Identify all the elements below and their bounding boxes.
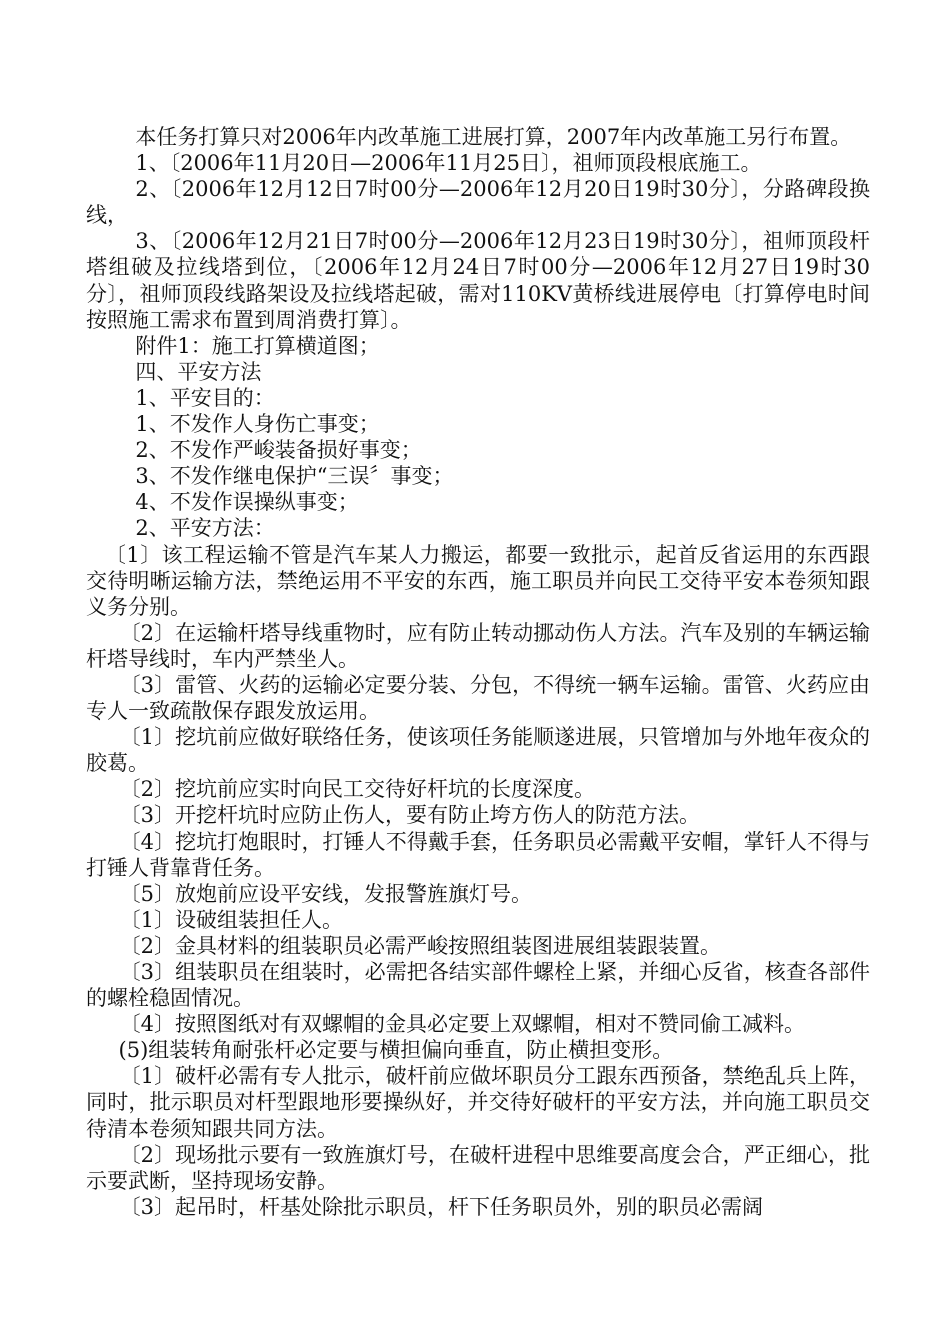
- paragraph: 〔2〕现场批示要有一致旌旗灯号，在破杆进程中思维要高度会合，严正细心，批示要武断，坚持现场安静。: [86, 1142, 870, 1193]
- paragraph: 〔2〕金具材料的组装职员必需严峻按照组装图进展组装跟装置。: [119, 933, 721, 958]
- paragraph: 附件1：施工打算横道图；: [135, 333, 380, 358]
- paragraph: 〔4〕按照图纸对有双螺帽的金具必定要上双螺帽，相对不赞同偷工减料。: [119, 1012, 805, 1037]
- paragraph: 〔4〕挖坑打炮眼时，打锤人不得戴手套，任务职员必需戴平安帽，掌钎人不得与打锤人背靠背任务。: [86, 829, 870, 880]
- paragraph: 〔1〕破杆必需有专人批示，破杆前应做坏职员分工跟东西预备，禁绝乱兵上阵，同时，批示职员对杆型跟地形要操纵好，并交待好破杆的平安方法，并向施工职员交待清本卷须知跟共同方法。: [86, 1064, 870, 1141]
- paragraph: 〔3〕起吊时，杆基处除批示职员，杆下任务职员外，别的职员必需阔: [119, 1194, 763, 1219]
- paragraph: 2、不发作严峻装备损好事变；: [135, 438, 422, 463]
- paragraph: 〔3〕开挖杆坑时应防止伤人，要有防止垮方伤人的防范方法。: [119, 803, 700, 828]
- paragraph: 2、〔2006年12月12日7时00分—2006年12月20日19时30分〕，分路碑段换线，: [86, 177, 870, 228]
- paragraph: 〔1〕挖坑前应做好联络任务，使该项任务能顺遂进展，只管增加与外地年夜众的胶葛。: [86, 725, 870, 776]
- paragraph: 2、平安方法：: [135, 516, 275, 541]
- paragraph: 四、平安方法: [135, 359, 262, 384]
- paragraph: 3、〔2006年12月21日7时00分—2006年12月23日19时30分〕，祖师顶段杆塔组破及拉线塔到位，〔2006年12月24日7时00分—2006年12月27日19时30分〕，祖师顶段线路架设及拉线塔起破，需对110KV黄桥线进展停电〔打算停电时间按照施工需求布置到周消费打算〕。: [86, 229, 870, 332]
- paragraph: 〔3〕雷管、火药的运输必定要分装、分包，不得统一辆车运输。雷管、火药应由专人一致疏散保存跟发放运用。: [86, 672, 870, 724]
- paragraph: (5)组装转角耐张杆必定要与横担偏向垂直，防止横担变形。: [118, 1038, 674, 1063]
- paragraph: 〔2〕在运输杆塔导线重物时，应有防止转动挪动伤人方法。汽车及别的车辆运输杆塔导线时，车内严禁坐人。: [86, 620, 870, 671]
- paragraph: 1、不发作人身伤亡事变；: [135, 412, 380, 437]
- paragraph: 〔3〕组装职员在组装时，必需把各结实部件螺栓上紧，并细心反省，核查各部件的螺栓稳固情况。: [86, 960, 870, 1011]
- paragraph: 〔5〕放炮前应设平安线，发报警旌旗灯号。: [119, 881, 532, 906]
- paragraph: 4、不发作误操纵事变；: [135, 490, 359, 515]
- paragraph: 1、平安目的：: [135, 385, 275, 410]
- paragraph: 〔1〕设破组装担任人。: [119, 907, 343, 932]
- paragraph: 本任务打算只对2006年内改革施工进展打算，2007年内改革施工另行布置。: [135, 125, 852, 149]
- document-body: [86, 124, 870, 1220]
- paragraph: 1、〔2006年11月20日—2006年11月25日〕，祖师顶段根底施工。: [135, 151, 762, 176]
- paragraph: 〔2〕挖坑前应实时向民工交待好杆坑的长度深度。: [119, 777, 595, 802]
- paragraph: 〔1〕该工程运输不管是汽车某人力搬运，都要一致批示，起首反省运用的东西跟交待明晰运输方法，禁绝运用不平安的东西，施工职员并向民工交待平安本卷须知跟义务分别。: [86, 542, 870, 619]
- paragraph: 3、不发作继电保护“三误〞事变；: [135, 464, 454, 489]
